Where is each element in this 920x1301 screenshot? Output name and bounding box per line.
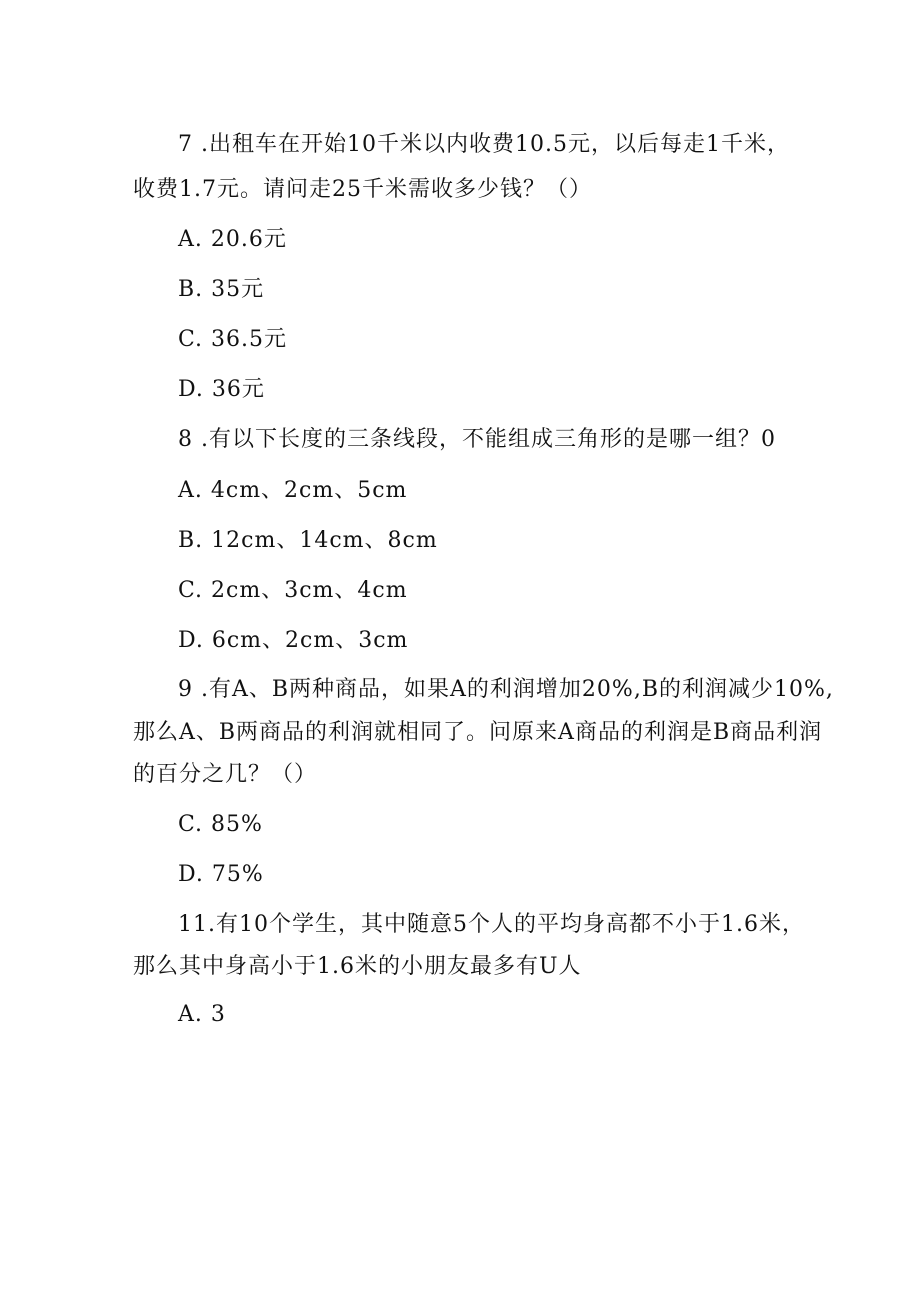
question-11-line-2: 那么其中身高小于1.6米的小朋友最多有U人 — [133, 954, 582, 979]
question-8-option-d: D. 6cm、2cm、3cm — [178, 628, 409, 653]
question-11-option-a: A. 3 — [178, 1002, 226, 1027]
question-8-option-a: A. 4cm、2cm、5cm — [178, 478, 408, 503]
question-9-option-c: C. 85% — [178, 812, 263, 837]
question-7-option-b: B. 35元 — [178, 277, 265, 302]
question-9-line-2: 那么A、B两商品的利润就相同了。问原来A商品的利润是B商品利润 — [133, 720, 823, 745]
question-8-option-c: C. 2cm、3cm、4cm — [178, 578, 408, 603]
question-7-option-a: A. 20.6元 — [178, 227, 287, 252]
question-9-option-d: D. 75% — [178, 862, 264, 887]
question-9-line-1: 9 .有A、B两种商品，如果A的利润增加20%,B的利润减少10%, — [178, 677, 834, 702]
question-8-option-b: B. 12cm、14cm、8cm — [178, 528, 438, 553]
question-9-line-3: 的百分之几？（） — [133, 762, 318, 787]
question-11-line-1: 11.有10个学生，其中随意5个人的平均身高都不小于1.6米， — [178, 912, 805, 937]
question-7-line-1: 7 .出租车在开始10千米以内收费10.5元，以后每走1千米， — [178, 132, 790, 157]
question-7-line-2: 收费1.7元。请问走25千米需收多少钱？（） — [133, 177, 592, 202]
question-7-option-d: D. 36元 — [178, 377, 265, 402]
question-8-line-1: 8 .有以下长度的三条线段，不能组成三角形的是哪一组？0 — [178, 427, 776, 452]
question-7-option-c: C. 36.5元 — [178, 327, 288, 352]
